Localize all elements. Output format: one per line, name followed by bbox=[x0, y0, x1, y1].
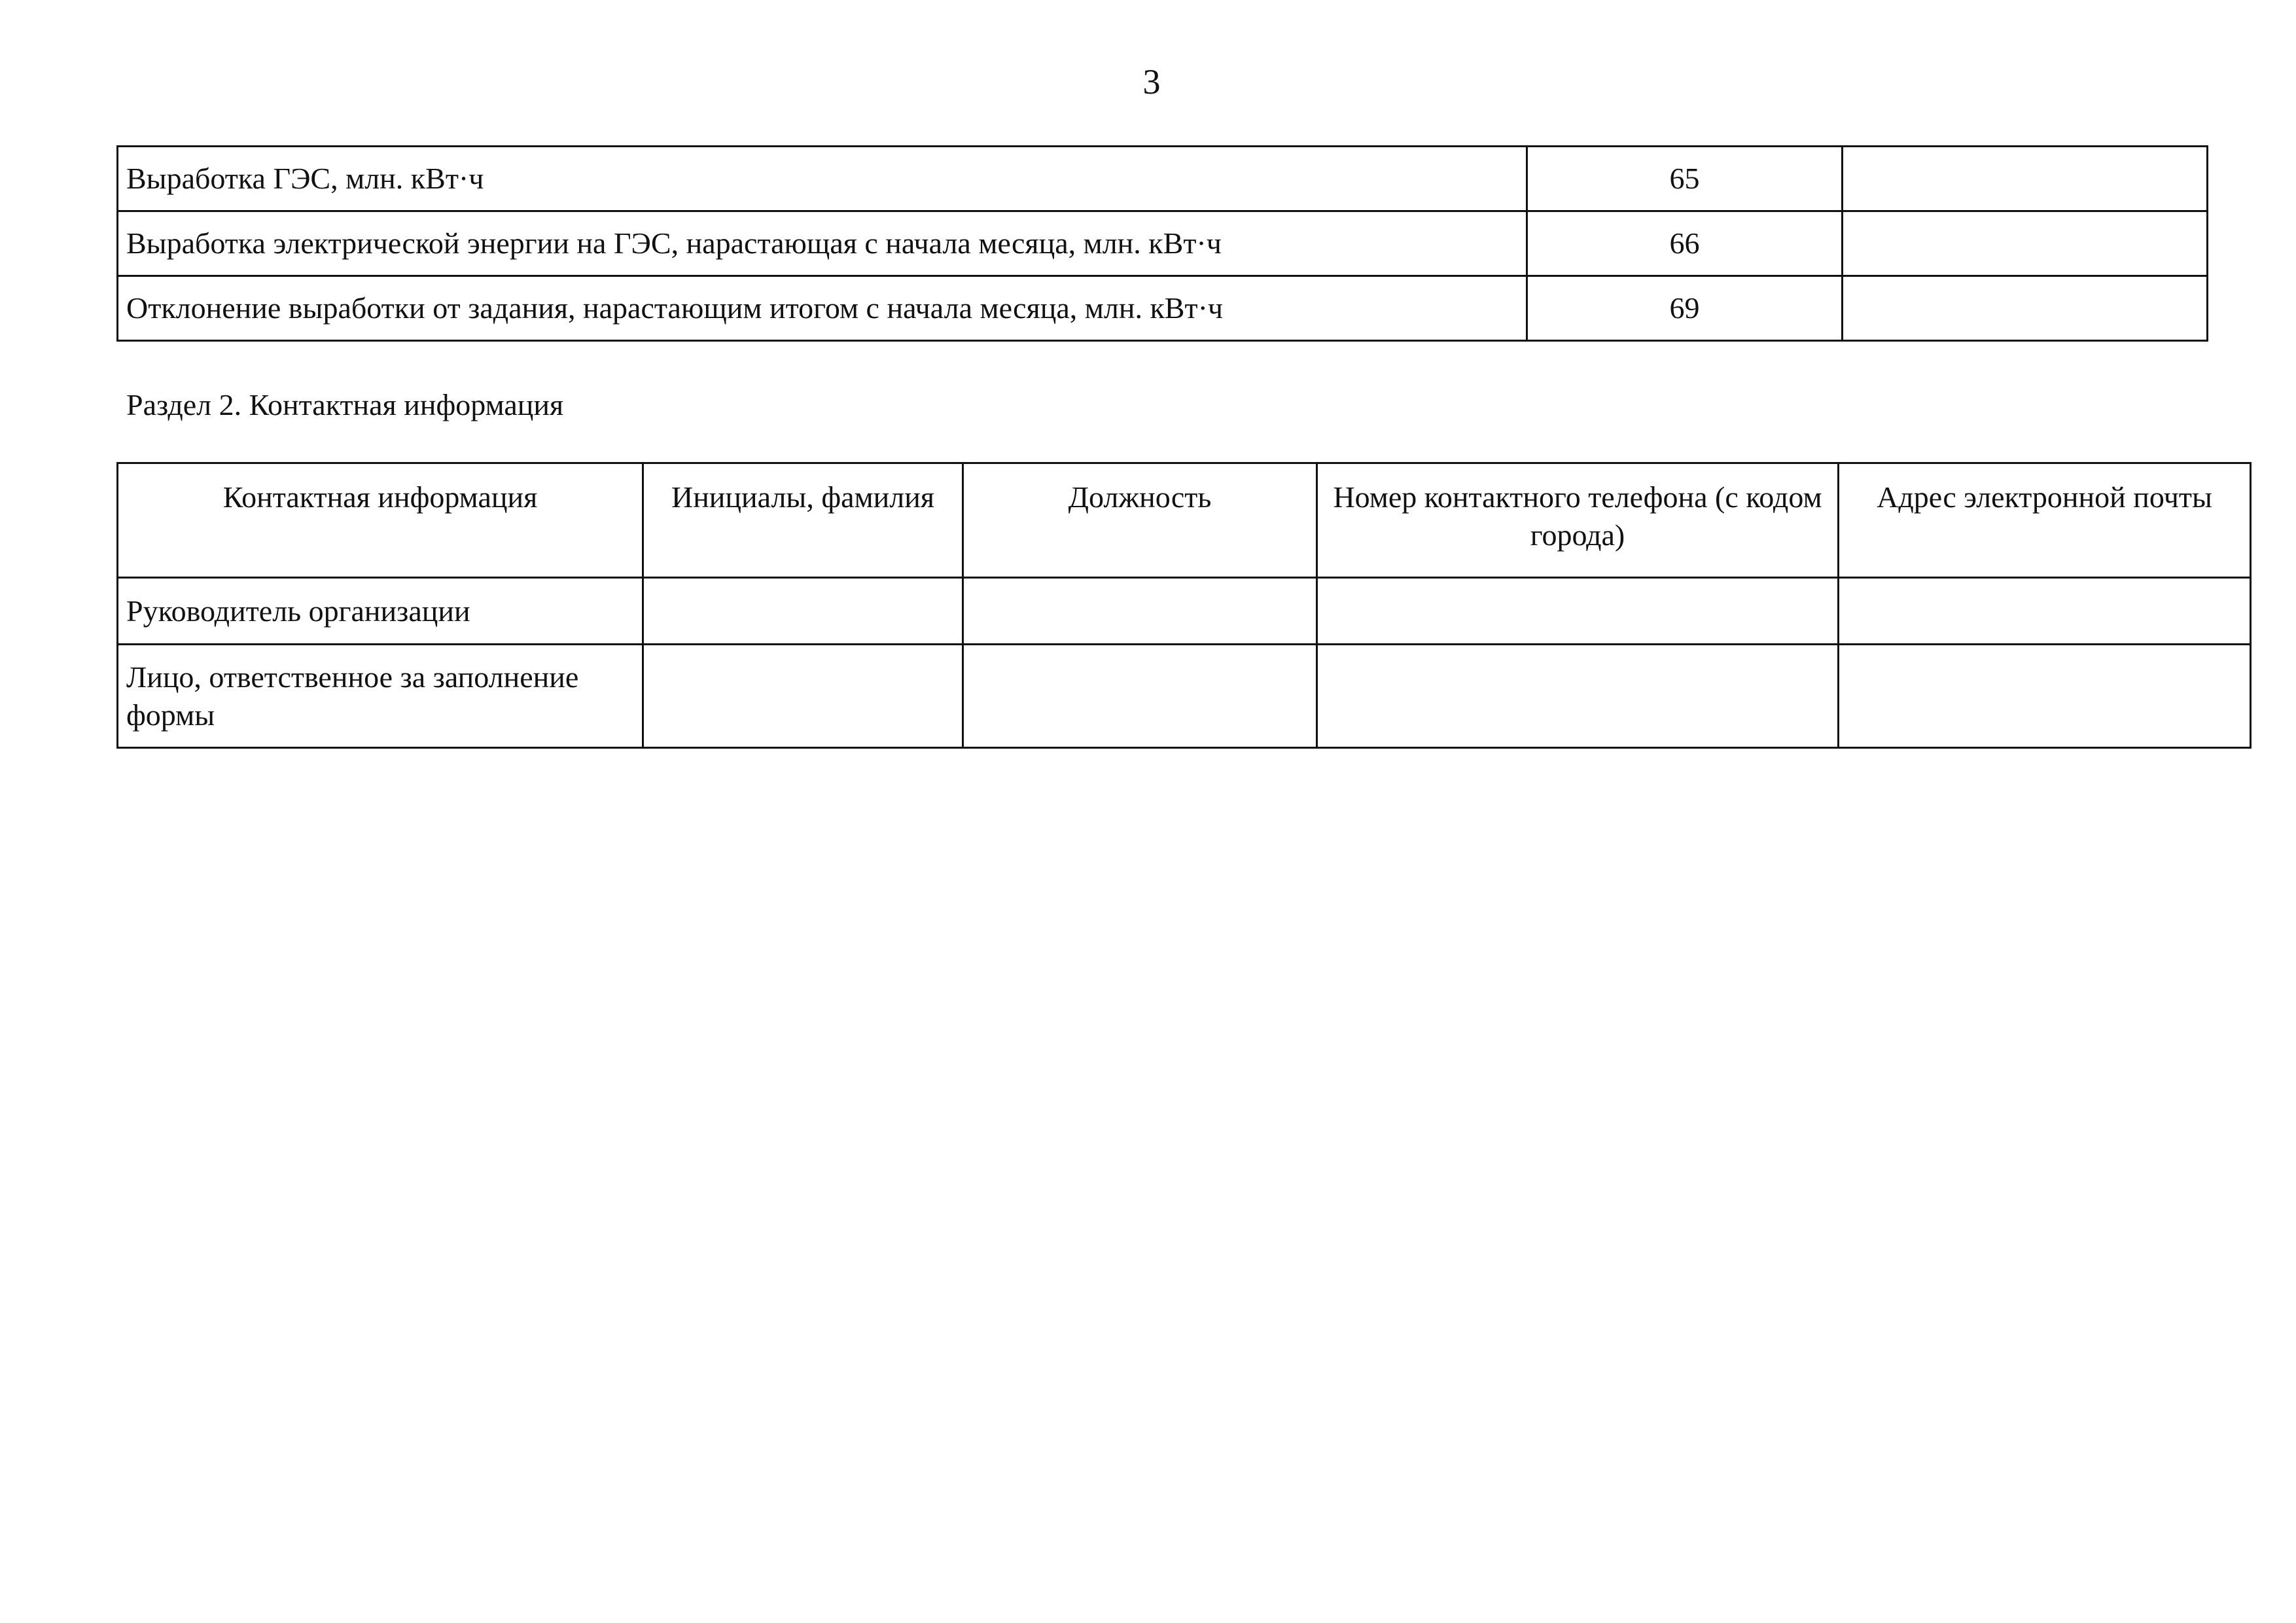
empty-cell bbox=[1317, 578, 1839, 645]
empty-cell bbox=[1839, 645, 2251, 748]
production-table bbox=[116, 145, 2208, 342]
table-row bbox=[118, 276, 2208, 341]
column-header: Инициалы, фамилия bbox=[643, 463, 963, 578]
row-label: Выработка электрической энергии на ГЭС, нарастающая с начала месяца, млн. кВт·ч bbox=[118, 211, 1527, 276]
row-code: 69 bbox=[1527, 276, 1843, 341]
column-header: Контактная информация bbox=[118, 463, 643, 578]
row-value-cell bbox=[1843, 276, 2208, 341]
row-code: 65 bbox=[1527, 147, 1843, 211]
row-label: Отклонение выработки от задания, нарастающим итогом с начала месяца, млн. кВт·ч bbox=[118, 276, 1527, 341]
row-code: 66 bbox=[1527, 211, 1843, 276]
column-header: Номер контактного телефона (с кодом города) bbox=[1317, 463, 1839, 578]
row-label: Выработка ГЭС, млн. кВт·ч bbox=[118, 147, 1527, 211]
table-row bbox=[118, 578, 2251, 645]
table-row bbox=[118, 645, 2251, 748]
page-number: 3 bbox=[1142, 62, 1161, 101]
row-value-cell bbox=[1843, 211, 2208, 276]
empty-cell bbox=[963, 578, 1317, 645]
contact-table bbox=[116, 462, 2252, 749]
column-header: Должность bbox=[963, 463, 1317, 578]
empty-cell bbox=[643, 645, 963, 748]
section-title: Раздел 2. Контактная информация bbox=[126, 388, 564, 421]
header-row bbox=[118, 463, 2251, 578]
empty-cell bbox=[643, 578, 963, 645]
table-row bbox=[118, 211, 2208, 276]
row-value-cell bbox=[1843, 147, 2208, 211]
empty-cell bbox=[1317, 645, 1839, 748]
row-label: Лицо, ответственное за заполнение формы bbox=[118, 645, 643, 748]
row-label: Руководитель организации bbox=[118, 578, 643, 645]
table-row bbox=[118, 147, 2208, 211]
empty-cell bbox=[1839, 578, 2251, 645]
column-header: Адрес электронной почты bbox=[1839, 463, 2251, 578]
empty-cell bbox=[963, 645, 1317, 748]
